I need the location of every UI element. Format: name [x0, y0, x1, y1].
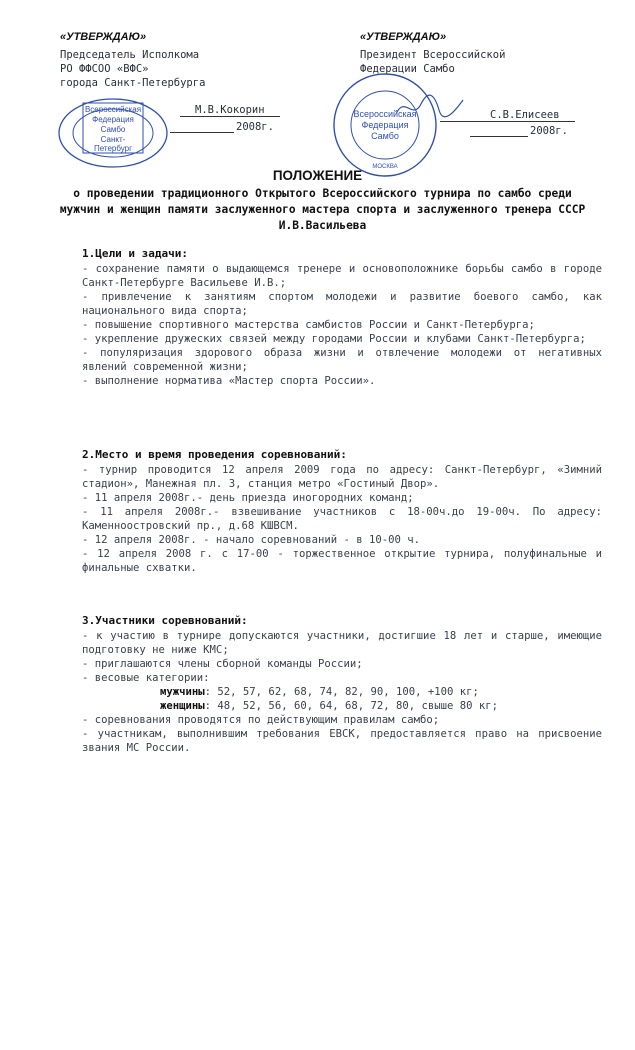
organization-stamp-left — [55, 95, 175, 170]
document-subtitle: о проведении традиционного Открытого Всероссийского турнира по самбо среди мужчин и женщин памяти заслуженного мастера спорта и заслуженного тренера СССР И.В.Васильева — [59, 187, 586, 232]
list-item: - приглашаются члены сборной команды России; — [82, 658, 363, 670]
list-item: - 11 апреля 2008г.- взвешивание участников с 18-00ч.до 19-00ч. По адресу: Каменноостровский пр., д.68 КШВСМ. — [82, 506, 602, 532]
section-heading: 3.Участники соревнований: — [82, 614, 248, 627]
list-item: - участникам, выполнившим требования ЕВСК, предоставляется право на присвоение звания МС России. — [82, 728, 602, 754]
approval-left-heading: «УТВЕРЖДАЮ» — [60, 31, 147, 43]
organization-stamp-right — [330, 70, 440, 180]
approval-left-line: города Санкт-Петербурга — [60, 77, 206, 89]
weight-categories-men — [82, 685, 602, 699]
approval-left-line: РО ФФСОО «ВФС» — [60, 63, 149, 75]
list-item: - к участию в турнире допускаются участники, достигшие 18 лет и старше, имеющие подготовку не ниже КМС; — [82, 630, 602, 656]
approval-left-signer: М.В.Кокорин — [195, 104, 265, 116]
women-label: женщины — [160, 700, 205, 712]
approval-right-line: Президент Всероссийской — [360, 49, 506, 61]
signature-line — [180, 116, 280, 117]
approval-left-line: Председатель Исполкома — [60, 49, 200, 61]
list-item: - укрепление дружеских связей между городами России и клубами Санкт-Петербурга; — [82, 333, 586, 345]
list-item: - выполнение норматива «Мастер спорта России». — [82, 375, 376, 387]
list-item: - привлечение к занятиям спортом молодежи и развитие боевого самбо, как национального вида спорта; — [82, 291, 602, 317]
weight-categories-women — [82, 699, 602, 713]
stamp-text: МОСКВА — [372, 164, 398, 170]
stamp-text: Санкт- — [100, 135, 126, 144]
women-values: : 48, 52, 56, 60, 64, 68, 72, 80, свыше 80 кг; — [204, 700, 499, 712]
approval-right-date: 2008г. — [530, 125, 568, 137]
stamp-text: Федерация — [92, 115, 134, 124]
date-line — [470, 136, 528, 137]
stamp-text: Самбо — [371, 131, 399, 141]
section-heading: 2.Место и время проведения соревнований: — [82, 448, 347, 461]
list-item: - соревнования проводятся по действующим правилам самбо; — [82, 714, 440, 726]
section-heading: 1.Цели и задачи: — [82, 247, 188, 260]
men-values: : 52, 57, 62, 68, 74, 82, 90, 100, +100 кг; — [204, 686, 479, 698]
approval-right-signer: С.В.Елисеев — [490, 109, 560, 121]
approval-right-line: Федерации Самбо — [360, 63, 455, 75]
list-item: - 11 апреля 2008г.- день приезда иногородних команд; — [82, 492, 414, 504]
list-item: - 12 апреля 2008 г. с 17-00 - торжественное открытие турнира, полуфинальные и финальные схватки. — [82, 548, 602, 574]
section-place-time — [82, 448, 602, 575]
stamp-text: Всероссийская — [353, 109, 417, 119]
men-label: мужчины — [160, 686, 205, 698]
document-title: ПОЛОЖЕНИЕ — [272, 168, 363, 183]
approval-left — [60, 30, 300, 90]
stamp-text: Федерация — [361, 120, 409, 130]
signature-scribble — [395, 92, 465, 122]
approval-right-heading: «УТВЕРЖДАЮ» — [360, 31, 447, 43]
stamp-text: Всероссийская — [84, 105, 142, 114]
list-item: - сохранение памяти о выдающемся тренере и основоположнике борьбы самбо в городе Санкт-Петербурге Васильеве И.В.; — [82, 263, 602, 289]
list-item: - 12 апреля 2008г. - начало соревнований - в 10-00 ч. — [82, 534, 421, 546]
approval-left-date: 2008г. — [236, 121, 274, 133]
stamp-text: Самбо — [100, 125, 126, 134]
date-line — [170, 132, 234, 133]
stamp-text: Петербург — [93, 144, 133, 153]
list-item: - весовые категории: — [82, 672, 210, 684]
list-item: - турнир проводится 12 апреля 2009 года по адресу: Санкт-Петербург, «Зимний стадион», Манежная пл. 3, станция метро «Гостиный Двор». — [82, 464, 602, 490]
section-goals — [82, 247, 602, 388]
list-item: - повышение спортивного мастерства самбистов России и Санкт-Петербурга; — [82, 319, 535, 331]
list-item: - популяризация здорового образа жизни и отвлечение молодежи от негативных явлений современной жизни; — [82, 347, 602, 373]
section-participants — [82, 614, 602, 755]
